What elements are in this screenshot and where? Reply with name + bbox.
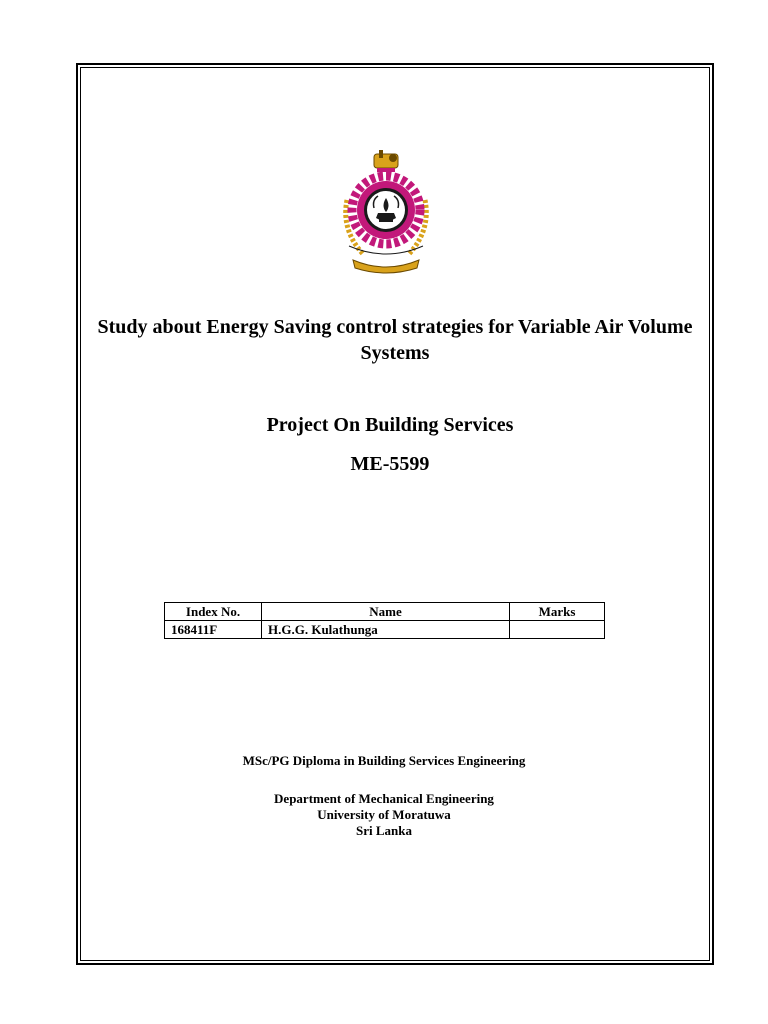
header-index: Index No. bbox=[165, 603, 262, 621]
student-info-table bbox=[164, 602, 605, 639]
country-name: Sri Lanka bbox=[356, 823, 412, 838]
header-marks: Marks bbox=[510, 603, 605, 621]
cell-index: 168411F bbox=[165, 621, 262, 639]
program-name: MSc/PG Diploma in Building Services Engineering bbox=[242, 753, 526, 768]
cell-name: H.G.G. Kulathunga bbox=[262, 621, 510, 639]
table-header-row bbox=[165, 603, 605, 621]
lion-icon bbox=[374, 150, 398, 172]
project-heading: Project On Building Services bbox=[266, 414, 514, 436]
university-name: University of Moratuwa bbox=[317, 807, 451, 822]
cell-marks bbox=[510, 621, 605, 639]
table-row bbox=[165, 621, 605, 639]
document-title: Study about Energy Saving control strategies for Variable Air Volume Systems bbox=[97, 316, 693, 364]
course-code: ME-5599 bbox=[350, 453, 430, 475]
department-name: Department of Mechanical Engineering bbox=[274, 791, 494, 806]
university-crest-icon bbox=[333, 150, 439, 274]
header-name: Name bbox=[262, 603, 510, 621]
